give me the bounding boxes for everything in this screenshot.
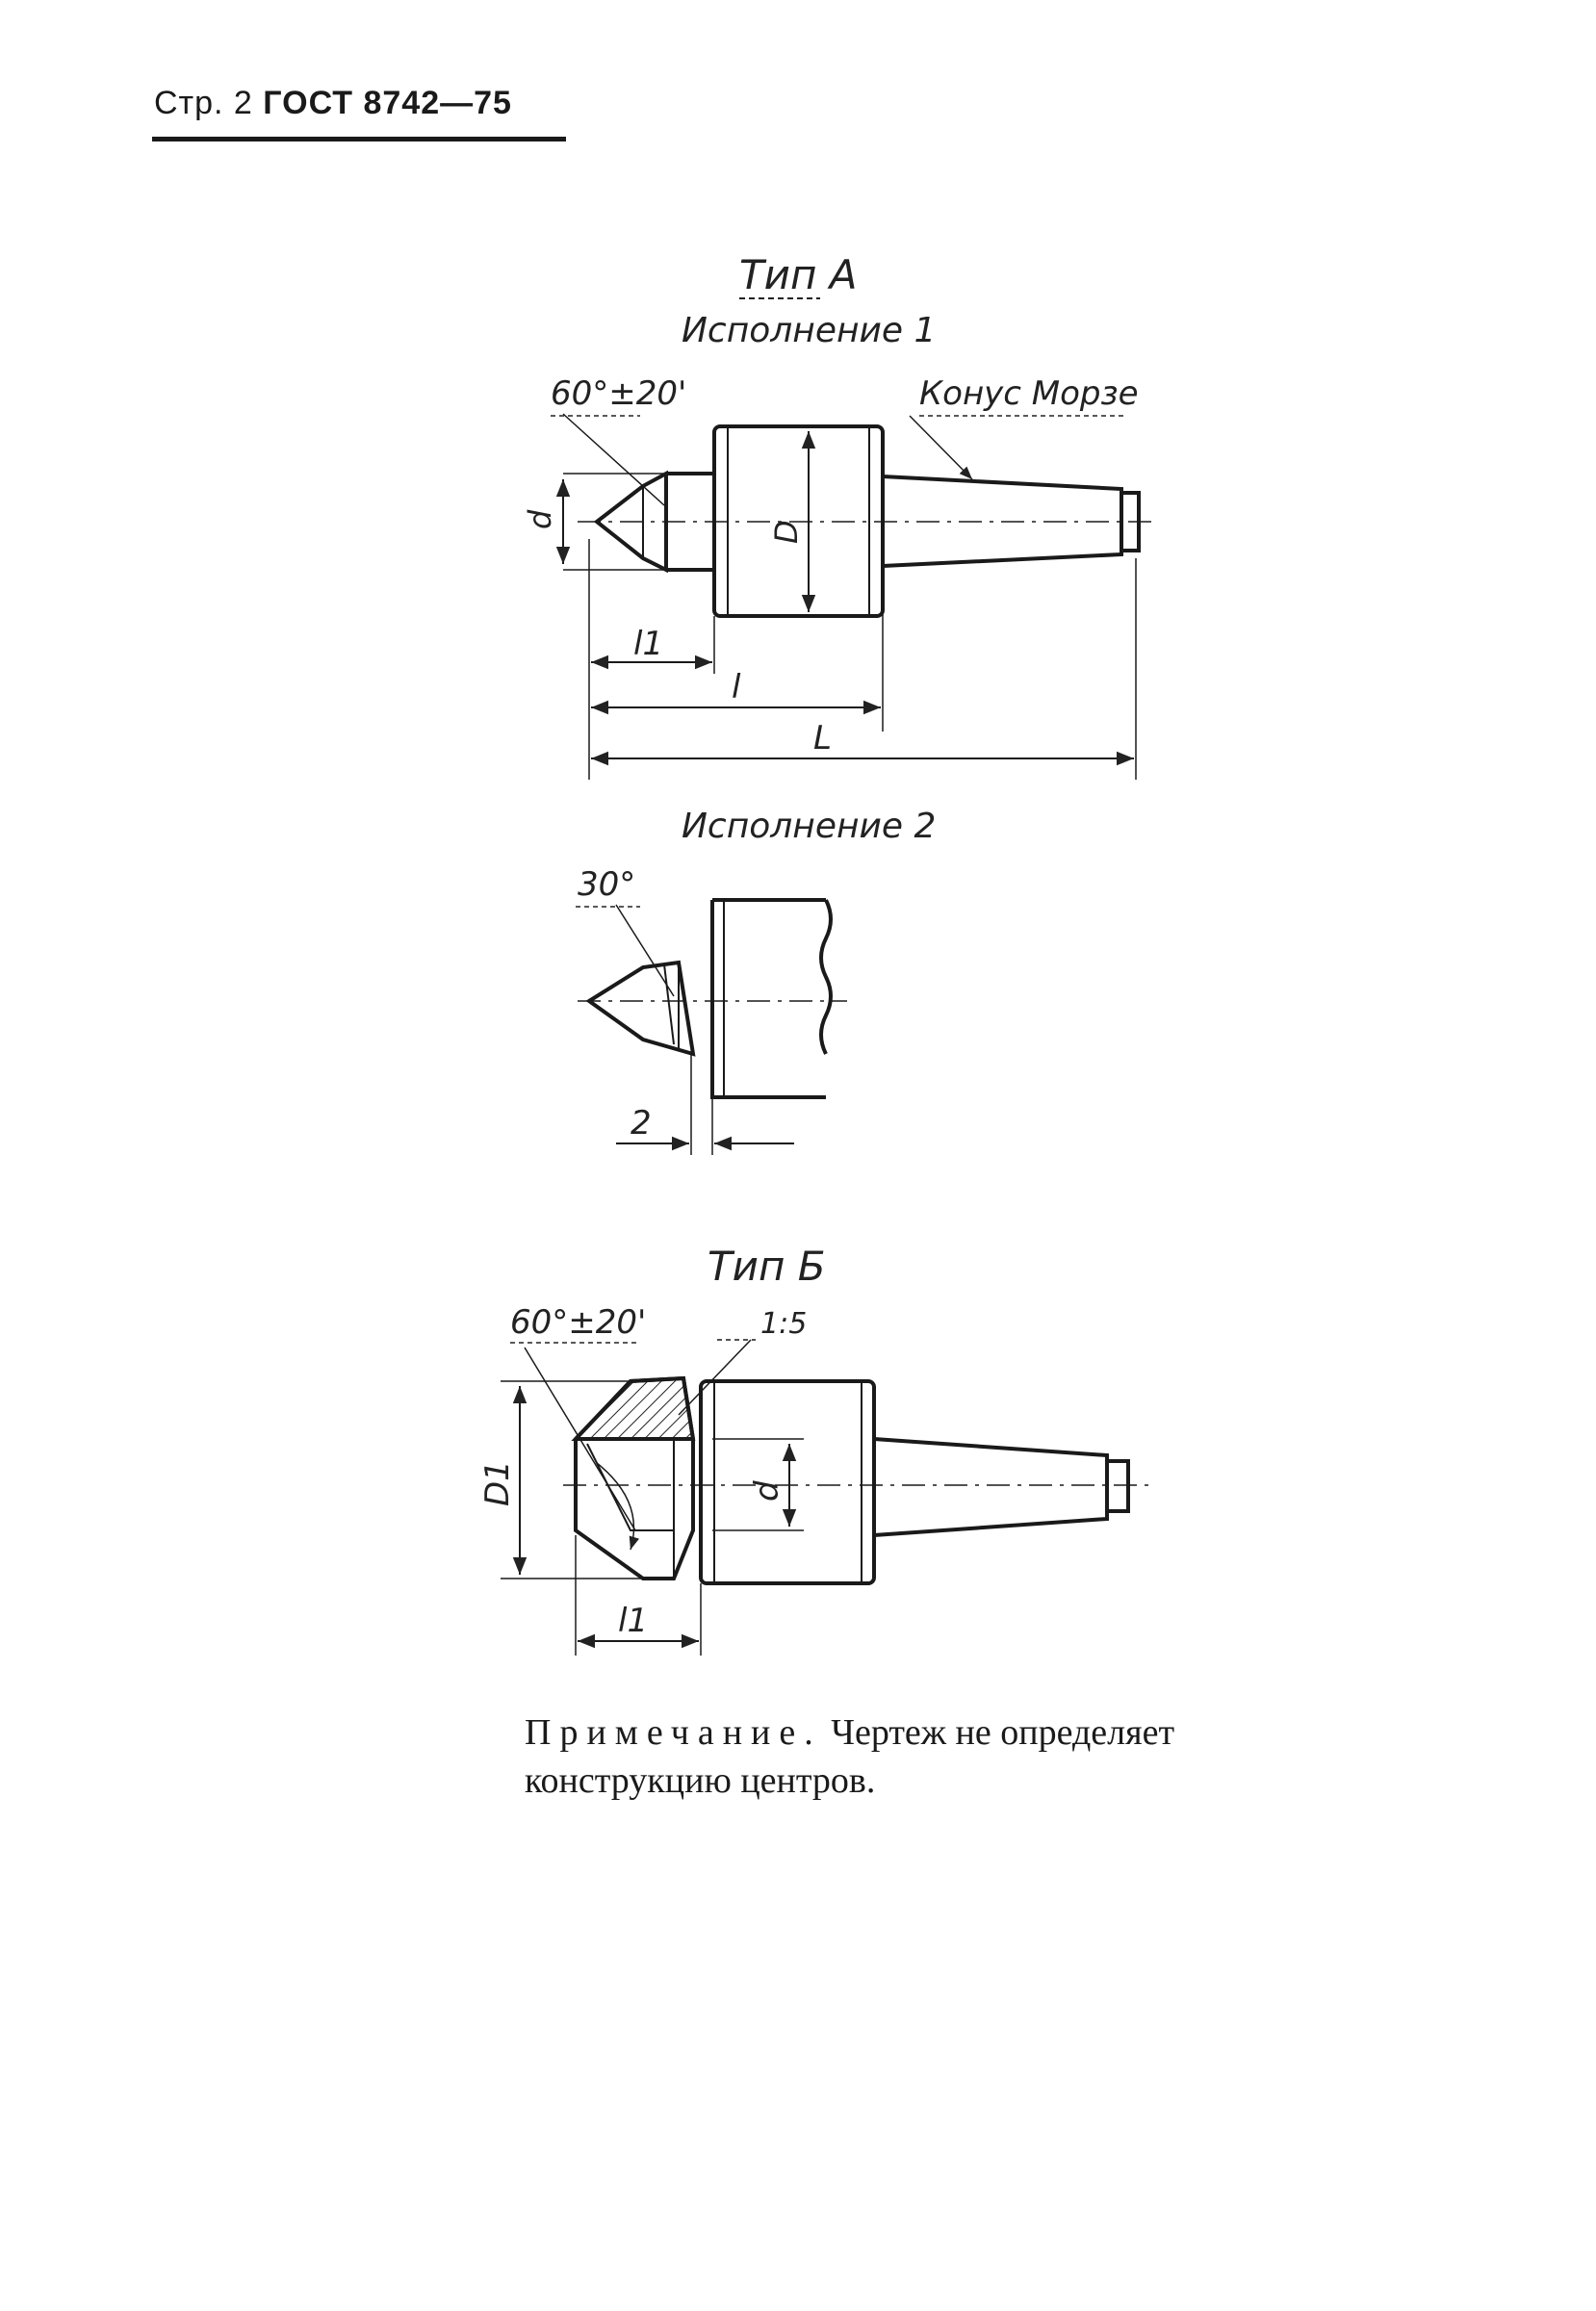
variant2-dim-2: 2 bbox=[631, 1104, 652, 1143]
type-b-angle: 60°±20' bbox=[510, 1303, 647, 1342]
type-b-drawing bbox=[501, 1340, 1155, 1656]
variant2-title: Исполнение 2 bbox=[682, 807, 937, 846]
variant1-angle: 60°±20' bbox=[551, 374, 687, 413]
type-b-dim-l1: l1 bbox=[618, 1602, 649, 1640]
variant1-title: Исполнение 1 bbox=[682, 311, 937, 350]
page-label: Стр. 2 bbox=[154, 85, 253, 121]
type-b-dim-d: d bbox=[748, 1480, 786, 1502]
type-b-dim-D1: D1 bbox=[478, 1460, 517, 1506]
variant1-dim-l1: l1 bbox=[633, 625, 664, 663]
variant1-dim-l: l bbox=[732, 668, 741, 706]
type-a-title: Тип А bbox=[739, 251, 858, 298]
type-a-variant2-drawing bbox=[578, 900, 847, 1155]
type-b-taper-ratio: 1:5 bbox=[760, 1307, 808, 1341]
variant1-dim-L: L bbox=[813, 719, 832, 757]
note-text: Чертеж не определяет конструкцию центров. bbox=[525, 1712, 1175, 1801]
type-a-variant1-drawing bbox=[563, 414, 1155, 780]
note-label: Примечание. bbox=[525, 1712, 822, 1753]
variant2-angle: 30° bbox=[578, 865, 636, 904]
drawing-note bbox=[525, 1708, 1256, 1805]
variant1-taper: Конус Морзе bbox=[919, 374, 1139, 413]
variant1-dim-d: d bbox=[522, 509, 558, 529]
type-b-title: Тип Б bbox=[708, 1243, 826, 1290]
standard-number: ГОСТ 8742—75 bbox=[263, 85, 512, 121]
variant1-dim-D: D bbox=[768, 520, 805, 544]
